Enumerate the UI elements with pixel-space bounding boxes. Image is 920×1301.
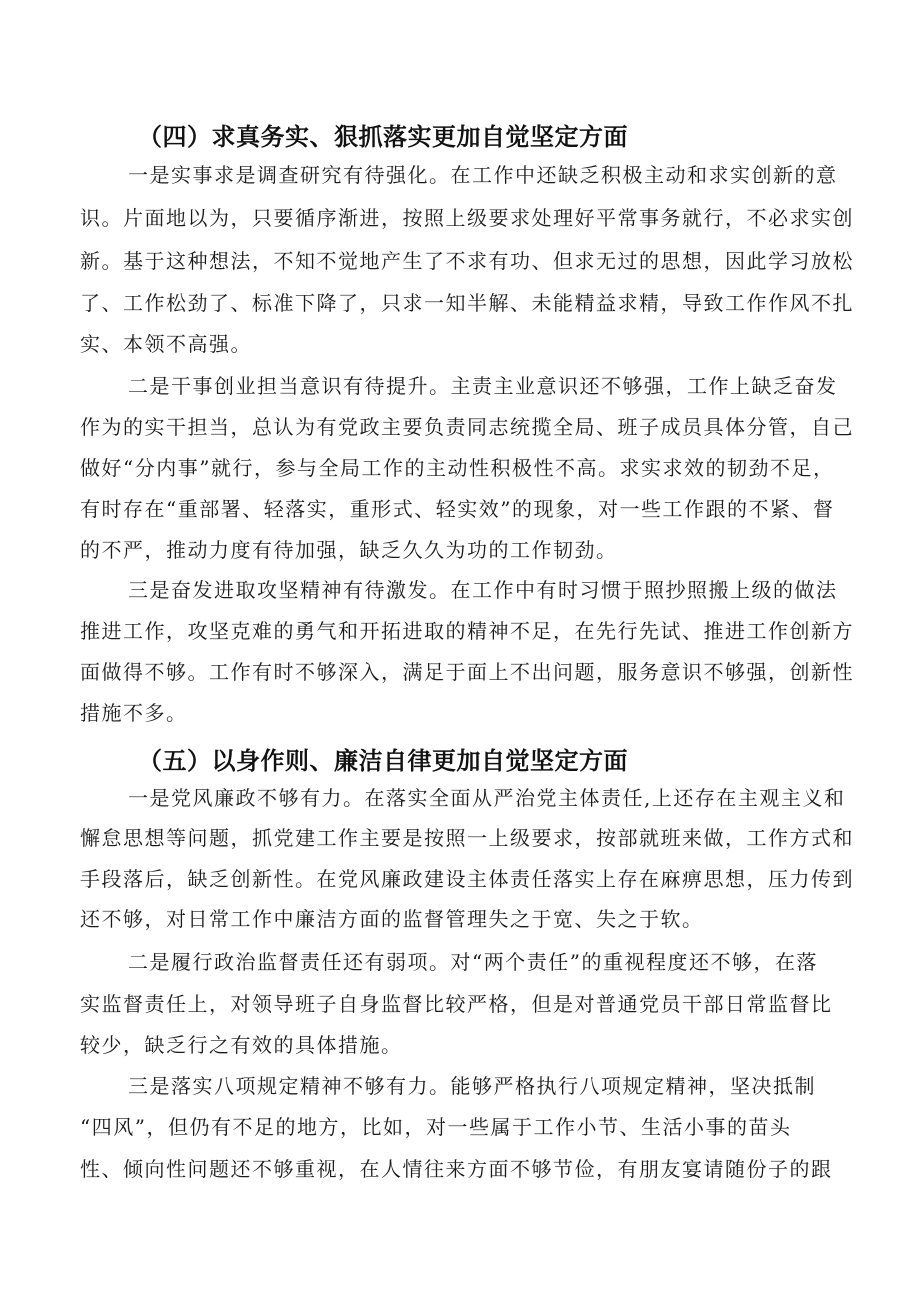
- text-line: 手段落后，缺乏创新性。在党风廉政建设主体责任落实上存在麻痹思想，压力传到: [80, 867, 854, 891]
- text-line: 性、倾向性问题还不够重视，在人情往来方面不够节俭，有朋友宴请随份子的跟: [80, 1157, 833, 1181]
- text-line: 面做得不够。工作有时不够深入，满足于面上不出问题，服务意识不够强，创新性: [80, 660, 854, 684]
- text-line: 懈怠思想等问题，抓党建工作主要是按照一上级要求，按部就班来做，工作方式和: [80, 826, 854, 850]
- text-line: 二是干事创业担当意识有待提升。主责主业意识还不够强，工作上缺乏奋发: [128, 374, 838, 398]
- text-line: 推进工作，攻坚克难的勇气和开拓进取的精神不足，在先行先试、推进工作创新方: [80, 619, 854, 643]
- text-line: 有时存在“重部署、轻落实，重形式、轻实效”的现象，对一些工作跟的不紧、督: [80, 497, 835, 521]
- text-line: 作为的实干担当，总认为有党政主要负责同志统揽全局、班子成员具体分管，自己: [80, 415, 854, 439]
- text-line: 一是党风廉政不够有力。在落实全面从严治党主体责任,上还存在主观主义和: [128, 786, 846, 810]
- text-line: 三是落实八项规定精神不够有力。能够严格执行八项规定精神，坚决抵制: [128, 1074, 816, 1098]
- text-line: 识。片面地以为，只要循序渐进，按照上级要求处理好平常事务就行，不必求实创: [80, 206, 854, 230]
- text-line: 的不严，推动力度有待加强，缺乏久久为功的工作韧劲。: [80, 538, 618, 562]
- text-line: 较少，缺乏行之有效的具体措施。: [80, 1033, 403, 1057]
- text-line: 实监督责任上，对领导班子自身监督比较严格，但是对普通党员干部日常监督比: [80, 992, 833, 1016]
- text-line: 还不够，对日常工作中廉洁方面的监督管理失之于宽、失之于软。: [80, 907, 704, 931]
- text-line: 新。基于这种想法，不知不觉地产生了不求有功、但求无过的思想，因此学习放松: [80, 249, 854, 273]
- section-heading-5: （五）以身作则、廉洁自律更加自觉坚定方面: [138, 747, 628, 775]
- text-line: 了、工作松劲了、标准下降了，只求一知半解、未能精益求精，导致工作作风不扎: [80, 291, 854, 315]
- text-line: 措施不多。: [80, 701, 188, 725]
- text-line: 一是实事求是调查研究有待强化。在工作中还缺乏积极主动和求实创新的意: [128, 163, 838, 187]
- text-line: 做好“分内事”就行，参与全局工作的主动性积极性不高。求实求效的韧劲不足，: [80, 456, 835, 480]
- section-heading-4: （四）求真务实、狠抓落实更加自觉坚定方面: [138, 123, 628, 151]
- text-line: 三是奋发进取攻坚精神有待激发。在工作中有时习惯于照抄照搬上级的做法: [128, 578, 838, 602]
- text-line: 二是履行政治监督责任还有弱项。对“两个责任”的重视程度还不够，在落: [128, 950, 818, 974]
- text-line: 实、本领不高强。: [80, 332, 252, 356]
- text-line: “四风”，但仍有不足的地方，比如，对一些属于工作小节、生活小事的苗头: [80, 1115, 792, 1139]
